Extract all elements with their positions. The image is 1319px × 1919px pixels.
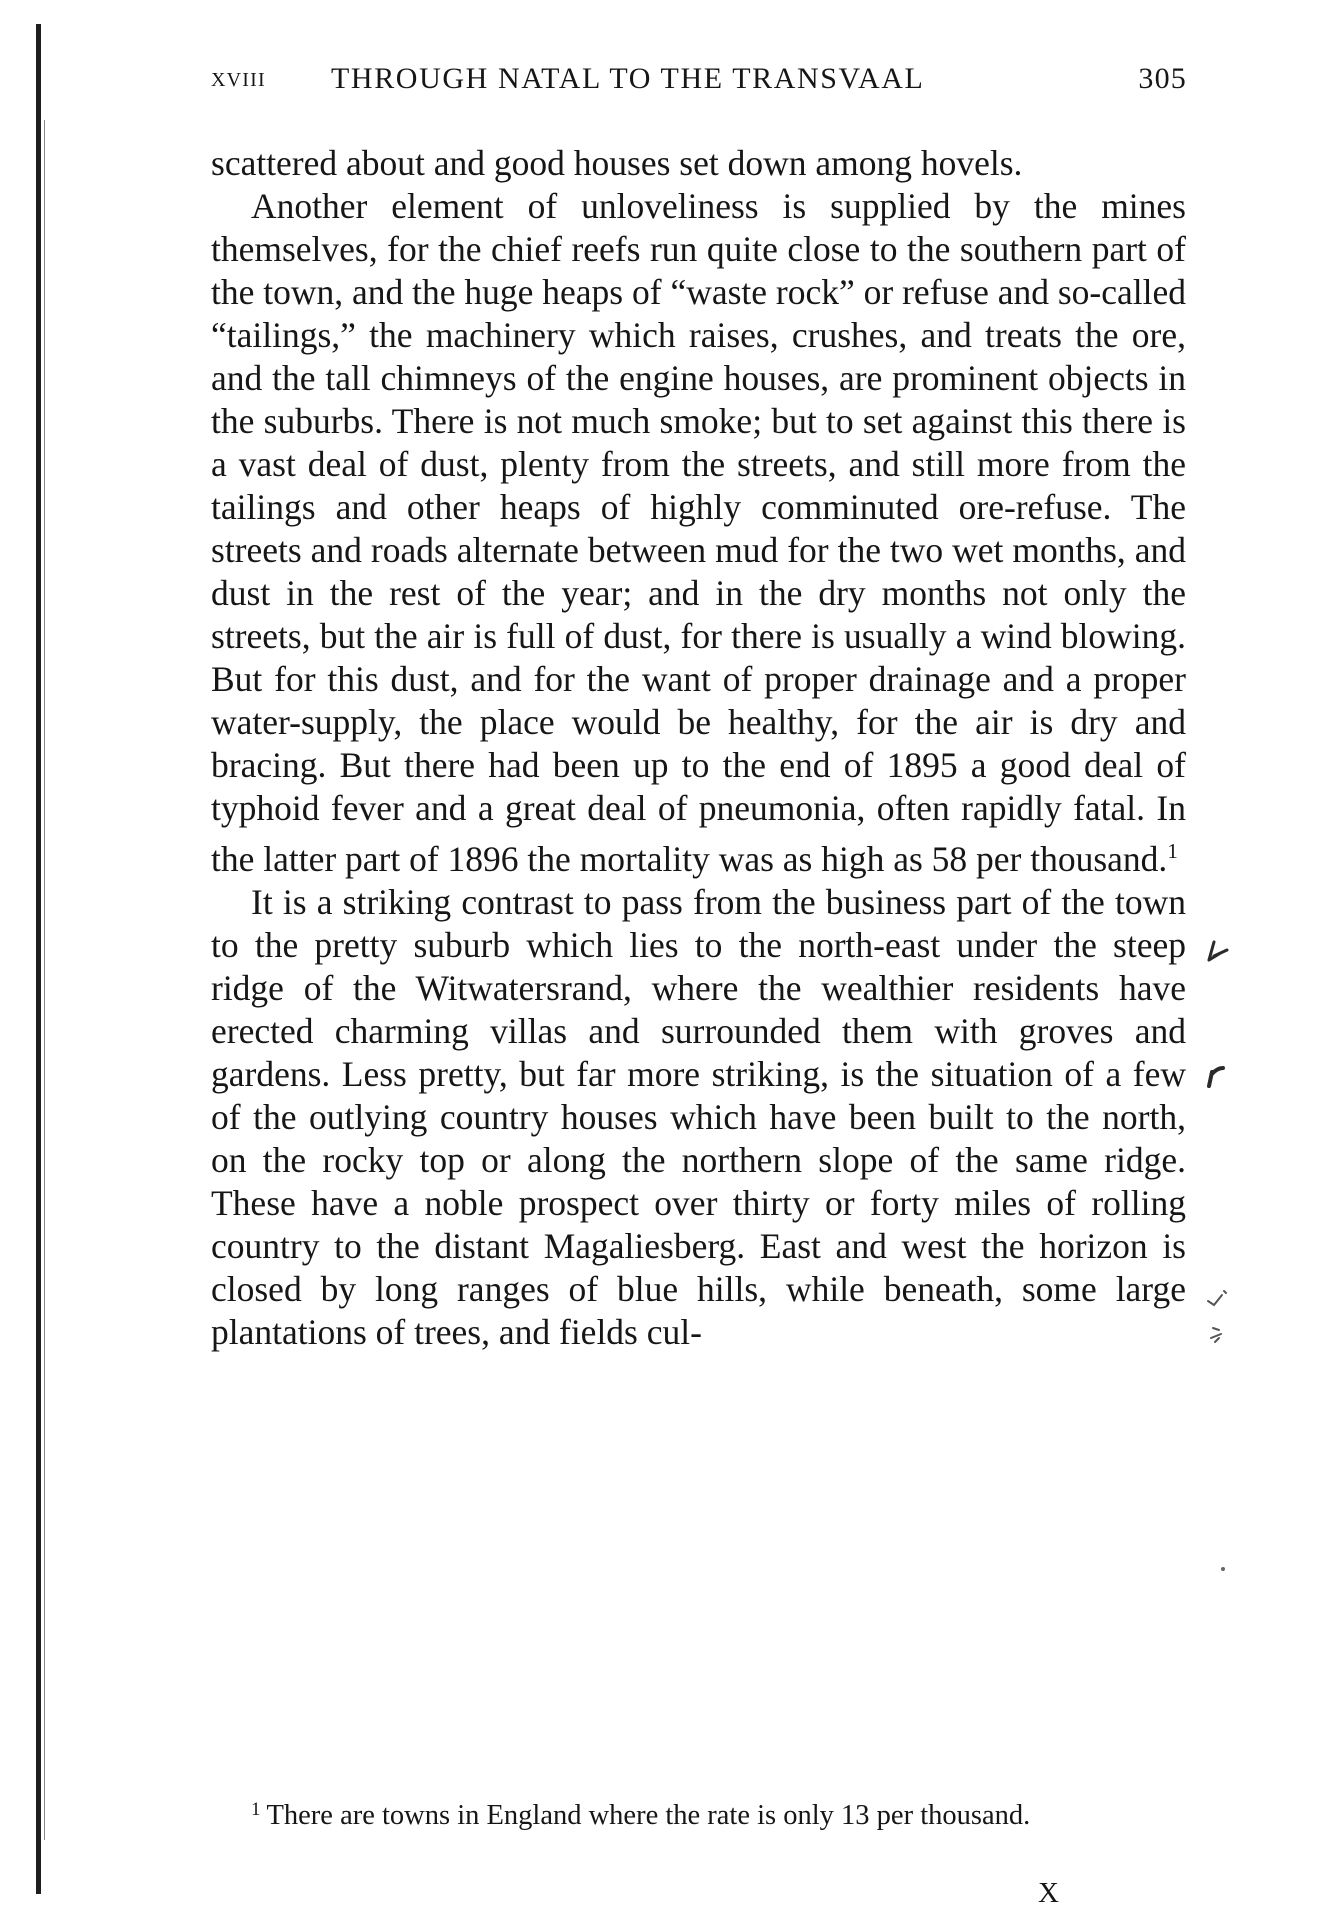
- footnote: [211, 1793, 1186, 1832]
- paragraph-suburb: [211, 881, 1186, 1354]
- page-number: 305: [1138, 62, 1187, 95]
- margin-check-icon: [1205, 938, 1233, 966]
- footnote-text: There are towns in England where the rate is only 13 per thousand.: [266, 1800, 1031, 1831]
- printer-signature: X: [1038, 1877, 1059, 1909]
- chapter-number: xviii: [211, 62, 266, 93]
- margin-small-tick-icon: [1204, 1287, 1232, 1315]
- margin-tick-icon: [1203, 1062, 1231, 1090]
- running-title: THROUGH NATAL TO THE TRANSVAAL: [331, 62, 925, 95]
- footnote-reference[interactable]: 1: [1167, 839, 1178, 863]
- paragraph-text: scattered about and good houses set down among hovels.: [211, 143, 1023, 183]
- margin-dot-icon: [1218, 1564, 1228, 1574]
- margin-dots-icon: [1205, 1320, 1233, 1348]
- running-head: [211, 62, 1197, 102]
- paragraph-mines: [211, 185, 1186, 881]
- footnote-marker: 1: [251, 1799, 261, 1820]
- body-text: [211, 142, 1186, 1354]
- paragraph-text: It is a striking contrast to pass from the business part of the town to the pretty suburb which lies to the north-east under the steep ridge of the Witwatersrand, where the wealthier residents have erected charming villas and surrounded them with groves and gardens. Less pretty, but far more striking, is the situation of a few of the outlying country houses which have been built to the north, on the rocky top or along the northern slope of the same ridge. These have a noble prospect over thirty or forty miles of rolling country to the distant Magaliesberg. East and west the horizon is closed by long ranges of blue hills, while beneath, some large plantations of trees, and fields cul-: [211, 882, 1186, 1352]
- paragraph-text: Another element of unloveliness is supplied by the mines themselves, for the chief reefs run quite close to the southern part of the town, and the huge heaps of “waste rock” or refuse and so-called “tailings,” the machinery which raises, crushes, and treats the ore, and the tall chimneys of the engine houses, are prominent objects in the suburbs. There is not much smoke; but to set against this there is a vast deal of dust, plenty from the streets, and still more from the tailings and other heaps of highly comminuted ore-refuse. The streets and roads alternate between mud for the two wet months, and dust in the rest of the year; and in the dry months not only the streets, but the air is full of dust, for there is usually a wind blowing. But for this dust, and for the want of proper drainage and a proper water-supply, the place would be healthy, for the air is dry and bracing. But there had been up to the end of 1895 a good deal of typhoid fever and a great deal of pneumonia, often rapidly fatal. In the latter part of 1896 the mortality was as high as 58 per thousand.: [211, 186, 1186, 879]
- binding-edge: [36, 24, 41, 1894]
- paragraph-continued: [211, 142, 1186, 185]
- binding-shadow: [44, 120, 45, 1840]
